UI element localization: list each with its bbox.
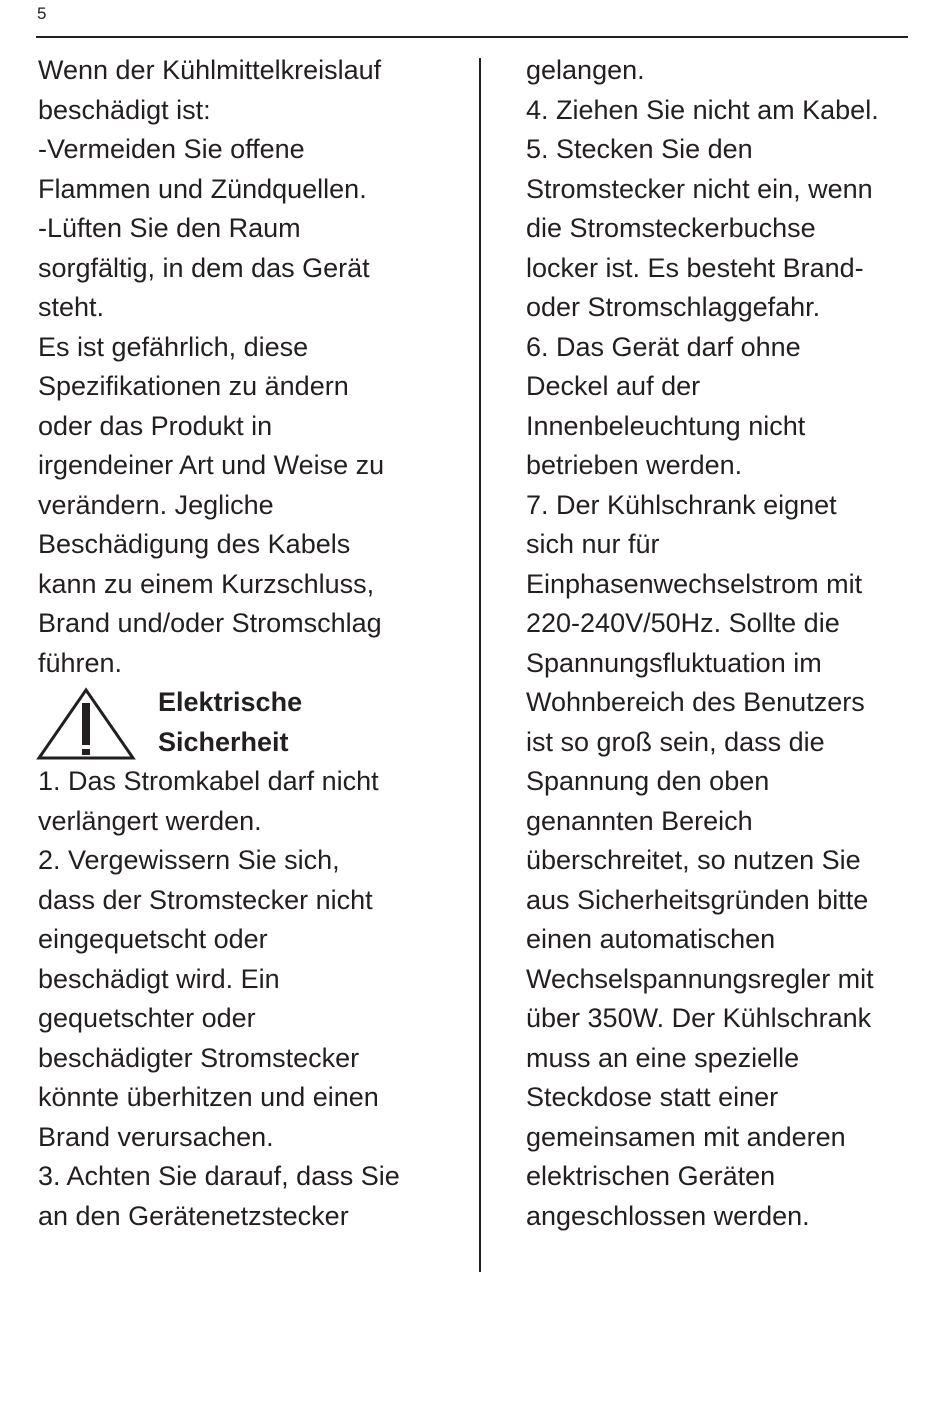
text-line: oder Stromschlaggefahr. bbox=[526, 292, 821, 322]
text-line: -Vermeiden Sie offene bbox=[38, 134, 305, 164]
text-line: Brand verursachen. bbox=[38, 1121, 274, 1152]
text-line: eingequetscht oder bbox=[38, 924, 268, 954]
text-line: elektrischen Geräten bbox=[526, 1161, 776, 1191]
text-line: verlängert werden. bbox=[38, 805, 262, 836]
left-column bbox=[38, 51, 468, 1236]
text-line: Stromstecker nicht ein, wenn bbox=[526, 173, 873, 204]
text-line: 7. Der Kühlschrank eignet bbox=[526, 489, 837, 520]
text-line: könnte überhitzen und einen bbox=[38, 1082, 379, 1112]
electrical-safety-heading bbox=[38, 683, 468, 762]
text-line: Spezifikationen zu ändern bbox=[38, 371, 349, 401]
text-line: 220-240V/50Hz. Sollte die bbox=[526, 608, 840, 638]
text-line: 6. Das Gerät darf ohne bbox=[526, 331, 801, 362]
text-line: Spannung den oben bbox=[526, 766, 770, 796]
text-line: gequetschter oder bbox=[38, 1003, 256, 1033]
text-line: beschädigter Stromstecker bbox=[38, 1042, 360, 1073]
text-line: Innenbeleuchtung nicht bbox=[526, 410, 806, 441]
text-line: dass der Stromstecker nicht bbox=[38, 884, 373, 915]
text-line: führen. bbox=[38, 647, 123, 678]
text-line: Flammen und Zündquellen. bbox=[38, 173, 367, 204]
text-line: Deckel auf der bbox=[526, 371, 701, 401]
column-divider bbox=[479, 58, 481, 1272]
text-line: an den Gerätenetzstecker bbox=[38, 1200, 349, 1231]
text-line: muss an eine spezielle bbox=[526, 1042, 800, 1073]
text-line: überschreitet, so nutzen Sie bbox=[526, 845, 861, 875]
text-line: Wohnbereich des Benutzers bbox=[526, 687, 865, 717]
text-line: einen automatischen bbox=[526, 924, 776, 954]
text-line: Beschädigung des Kabels bbox=[38, 529, 351, 559]
text-line: betrieben werden. bbox=[526, 450, 743, 480]
text-line: oder das Produkt in bbox=[38, 410, 273, 441]
text-line: sich nur für bbox=[526, 529, 660, 559]
text-line: Steckdose statt einer bbox=[526, 1082, 779, 1112]
section-title-line: Elektrische bbox=[158, 687, 303, 717]
text-line: -Lüften Sie den Raum bbox=[38, 213, 301, 243]
text-line: verändern. Jegliche bbox=[38, 489, 274, 520]
right-column bbox=[526, 51, 926, 1236]
text-line: steht. bbox=[38, 292, 105, 322]
text-line: Spannungsfluktuation im bbox=[526, 647, 822, 678]
text-line: genannten Bereich bbox=[526, 805, 753, 836]
text-line: Wechselspannungsregler mit bbox=[526, 963, 874, 994]
text-line: irgendeiner Art und Weise zu bbox=[38, 450, 385, 480]
text-line: locker ist. Es besteht Brand- bbox=[526, 252, 864, 283]
section-title-line: Sicherheit bbox=[158, 726, 289, 757]
text-line: 1. Das Stromkabel darf nicht bbox=[38, 766, 379, 796]
text-line: gemeinsamen mit anderen bbox=[526, 1121, 846, 1152]
page-number: 5 bbox=[37, 4, 47, 23]
text-line: 5. Stecken Sie den bbox=[526, 134, 753, 164]
text-line: beschädigt ist: bbox=[38, 94, 211, 125]
text-line: 4. Ziehen Sie nicht am Kabel. bbox=[526, 94, 879, 125]
text-line: beschädigt wird. Ein bbox=[38, 963, 280, 994]
text-line: Es ist gefährlich, diese bbox=[38, 331, 309, 362]
section-title bbox=[158, 683, 302, 762]
text-line: ist so groß sein, dass die bbox=[526, 726, 825, 757]
warning-triangle-icon bbox=[36, 687, 136, 761]
text-line: Brand und/oder Stromschlag bbox=[38, 608, 382, 638]
text-line: gelangen. bbox=[526, 55, 645, 85]
text-line: 2. Vergewissern Sie sich, bbox=[38, 845, 340, 875]
text-line: Wenn der Kühlmittelkreislauf bbox=[38, 55, 382, 85]
header-rule bbox=[36, 36, 908, 38]
text-line: sorgfältig, in dem das Gerät bbox=[38, 252, 370, 283]
text-line: angeschlossen werden. bbox=[526, 1200, 810, 1231]
text-line: 3. Achten Sie darauf, dass Sie bbox=[38, 1161, 400, 1191]
text-line: aus Sicherheitsgründen bitte bbox=[526, 884, 869, 915]
text-line: die Stromsteckerbuchse bbox=[526, 213, 816, 243]
text-line: Einphasenwechselstrom mit bbox=[526, 568, 863, 599]
text-line: kann zu einem Kurzschluss, bbox=[38, 568, 375, 599]
text-line: über 350W. Der Kühlschrank bbox=[526, 1003, 872, 1033]
